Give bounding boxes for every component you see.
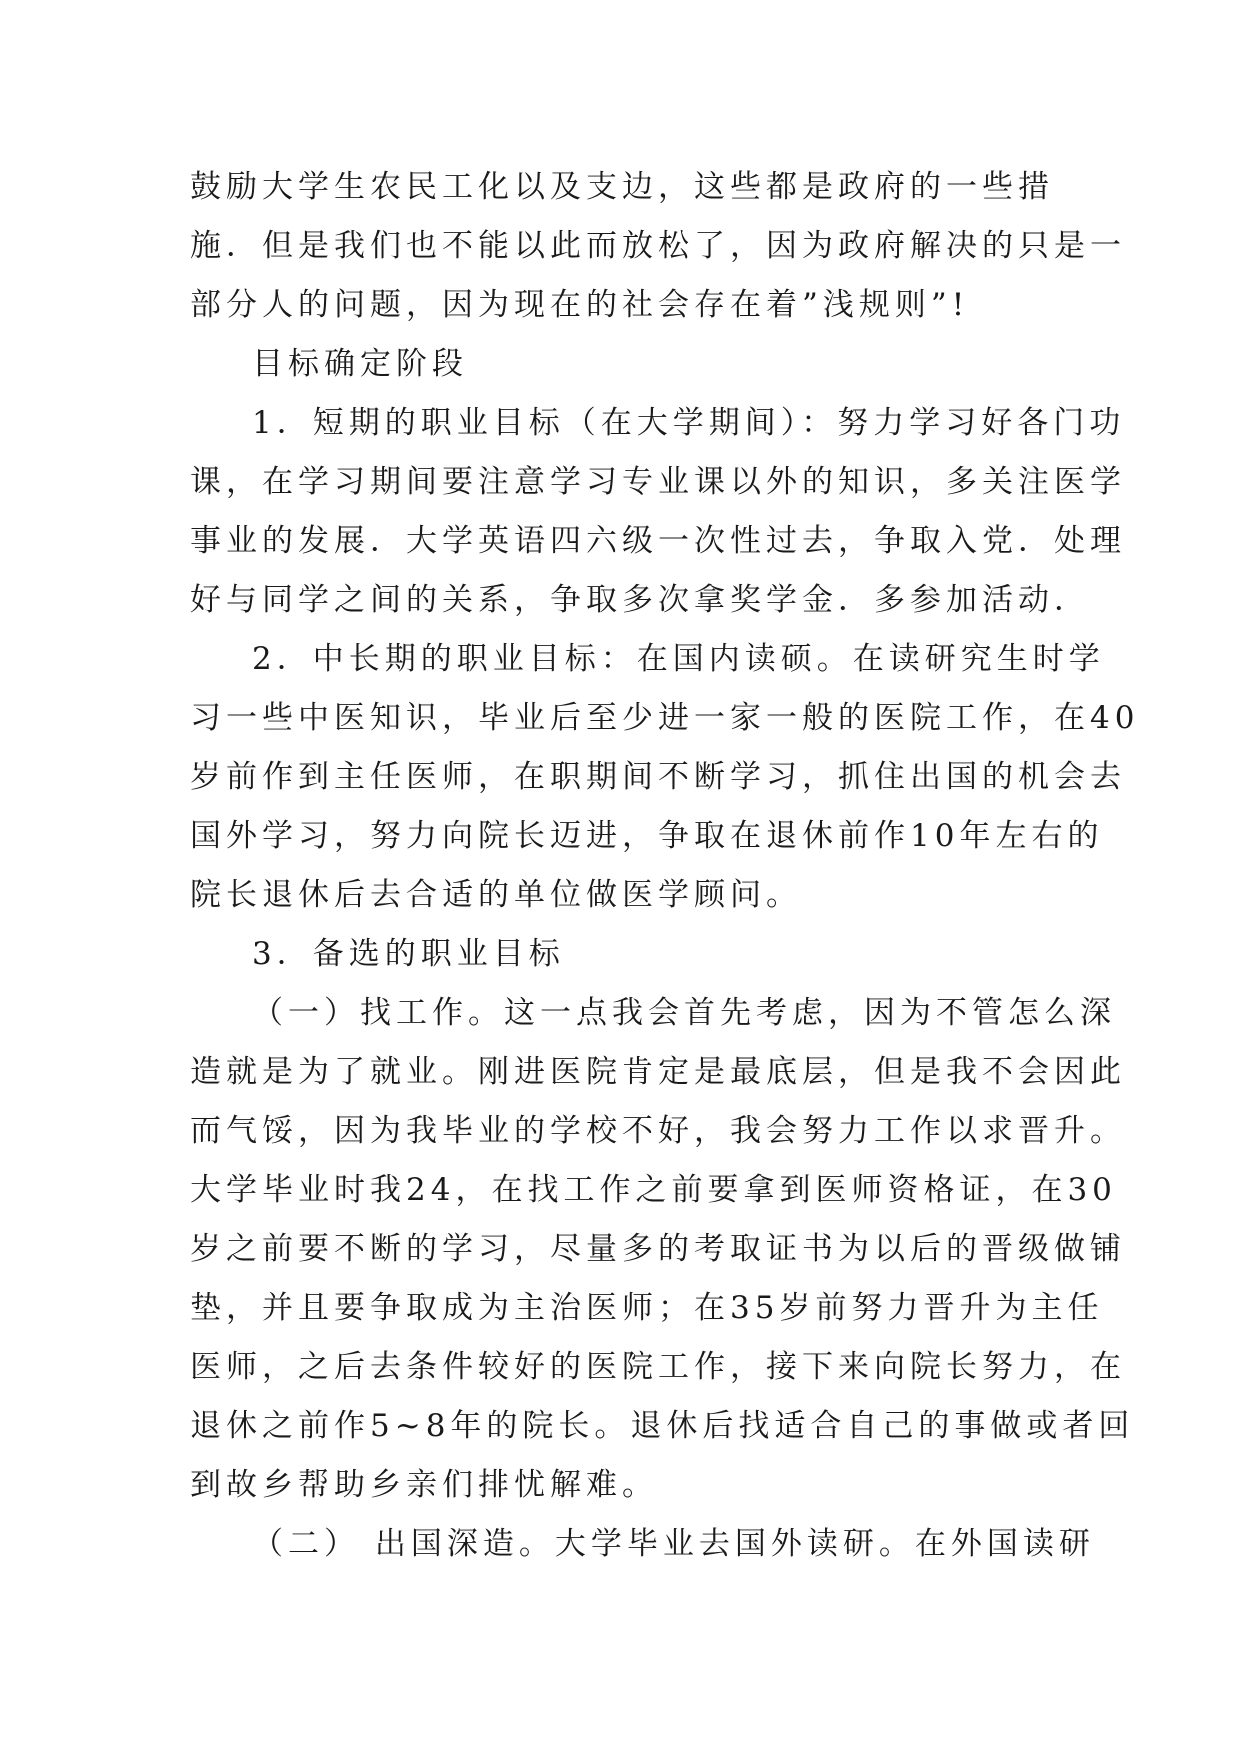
text-line: 3．备选的职业目标: [252, 936, 565, 972]
text-line: （二） 出国深造。大学毕业去国外读研。在外国读研: [252, 1526, 1095, 1562]
text-line: 鼓励大学生农民工化以及支边，这些都是政府的一些措: [190, 169, 1054, 205]
text-line: 院长退休后去合适的单位做医学顾问。: [190, 877, 802, 913]
text-line: （一）找工作。这一点我会首先考虑，因为不管怎么深: [252, 995, 1116, 1031]
text-line: 事业的发展．大学英语四六级一次性过去，争取入党．处理: [190, 523, 1126, 559]
text-line: 医师，之后去条件较好的医院工作，接下来向院长努力，在: [190, 1349, 1126, 1385]
text-line: 垫，并且要争取成为主治医师；在35岁前努力晋升为主任: [190, 1290, 1104, 1326]
text-line: 2．中长期的职业目标：在国内读硕。在读研究生时学: [252, 641, 1105, 677]
text-line: 造就是为了就业。刚进医院肯定是最底层，但是我不会因此: [190, 1054, 1126, 1090]
text-line: 国外学习，努力向院长迈进，争取在退休前作10年左右的: [190, 818, 1104, 854]
text-line: 1．短期的职业目标（在大学期间）：努力学习好各门功: [252, 405, 1126, 441]
text-line: 好与同学之间的关系，争取多次拿奖学金．多参加活动．: [190, 582, 1090, 618]
document-body: [190, 158, 1140, 1574]
text-line: 岁之前要不断的学习，尽量多的考取证书为以后的晋级做铺: [190, 1231, 1126, 1267]
text-line: 课，在学习期间要注意学习专业课以外的知识，多关注医学: [190, 464, 1126, 500]
text-line: 习一些中医知识，毕业后至少进一家一般的医院工作，在40: [190, 700, 1140, 736]
text-line: 而气馁，因为我毕业的学校不好，我会努力工作以求晋升。: [190, 1113, 1126, 1149]
text-line: 大学毕业时我24，在找工作之前要拿到医师资格证，在30: [190, 1172, 1117, 1208]
text-line: 目标确定阶段: [252, 346, 468, 382]
text-line: 到故乡帮助乡亲们排忧解难。: [190, 1467, 658, 1503]
text-line: 退休之前作5~8年的院长。退休后找适合自己的事做或者回: [190, 1408, 1135, 1444]
text-line: 部分人的问题，因为现在的社会存在着”浅规则”!: [190, 287, 970, 323]
text-line: 施．但是我们也不能以此而放松了，因为政府解决的只是一: [190, 228, 1126, 264]
text-line: 岁前作到主任医师，在职期间不断学习，抓住出国的机会去: [190, 759, 1126, 795]
